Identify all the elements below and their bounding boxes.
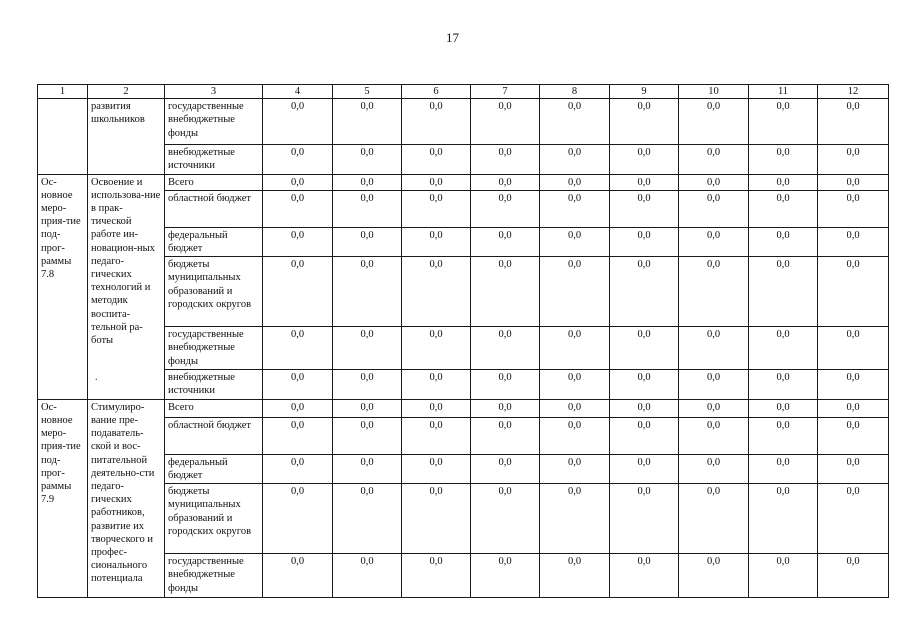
column-header: 11 — [749, 85, 818, 99]
value-cell: 0,0 — [679, 227, 749, 256]
value-cell: 0,0 — [818, 417, 889, 454]
activity-name: Освоение и использова-ние в прак-тической работе ин-новацион-ных педаго-гических технологий и методик воспита-тельной ра-боты — [91, 176, 161, 347]
value-cell: 0,0 — [610, 174, 679, 190]
value-cell: 0,0 — [263, 99, 333, 145]
value-cell: 0,0 — [263, 327, 333, 370]
activity-name-cell — [88, 174, 165, 399]
value-cell: 0,0 — [610, 484, 679, 554]
value-cell: 0,0 — [610, 227, 679, 256]
activity-name-cell — [88, 399, 165, 597]
value-cell: 0,0 — [540, 369, 610, 399]
value-cell: 0,0 — [818, 399, 889, 417]
value-cell: 0,0 — [263, 227, 333, 256]
value-cell: 0,0 — [610, 554, 679, 598]
value-cell: 0,0 — [402, 190, 471, 227]
value-cell: 0,0 — [610, 327, 679, 370]
activity-label: Ос-новное меро-прия-тие под-прог-раммы 7.8 — [41, 176, 81, 281]
value-cell: 0,0 — [333, 257, 402, 327]
value-cell: 0,0 — [402, 145, 471, 174]
column-header: 3 — [165, 85, 263, 99]
value-cell: 0,0 — [333, 484, 402, 554]
value-cell: 0,0 — [749, 417, 818, 454]
activity-label-cell — [38, 99, 88, 174]
value-cell: 0,0 — [402, 99, 471, 145]
value-cell: 0,0 — [402, 257, 471, 327]
column-header: 2 — [88, 85, 165, 99]
value-cell: 0,0 — [749, 257, 818, 327]
value-cell: 0,0 — [610, 399, 679, 417]
activity-name-cell — [88, 99, 165, 174]
value-cell: 0,0 — [818, 227, 889, 256]
value-cell: 0,0 — [540, 327, 610, 370]
value-cell: 0,0 — [818, 369, 889, 399]
funding-source: бюджеты муниципальных образований и городских округов — [165, 484, 263, 554]
value-cell: 0,0 — [333, 99, 402, 145]
funding-source: федеральный бюджет — [165, 454, 263, 483]
value-cell: 0,0 — [471, 174, 540, 190]
value-cell: 0,0 — [818, 484, 889, 554]
value-cell: 0,0 — [679, 554, 749, 598]
funding-source: внебюджетные источники — [165, 145, 263, 174]
value-cell: 0,0 — [333, 227, 402, 256]
value-cell: 0,0 — [540, 484, 610, 554]
value-cell: 0,0 — [679, 174, 749, 190]
value-cell: 0,0 — [540, 227, 610, 256]
value-cell: 0,0 — [471, 417, 540, 454]
column-header: 7 — [471, 85, 540, 99]
funding-source: государственные внебюджетные фонды — [165, 327, 263, 370]
value-cell: 0,0 — [749, 327, 818, 370]
value-cell: 0,0 — [679, 369, 749, 399]
page-number: 17 — [446, 30, 459, 45]
table-row — [38, 190, 889, 227]
activity-label-cell — [38, 399, 88, 597]
value-cell: 0,0 — [749, 454, 818, 483]
column-header: 9 — [610, 85, 679, 99]
table-row — [38, 554, 889, 598]
value-cell: 0,0 — [402, 417, 471, 454]
column-header: 6 — [402, 85, 471, 99]
funding-source: Всего — [165, 399, 263, 417]
value-cell: 0,0 — [679, 145, 749, 174]
value-cell: 0,0 — [471, 399, 540, 417]
value-cell: 0,0 — [471, 327, 540, 370]
column-header: 4 — [263, 85, 333, 99]
column-header: 5 — [333, 85, 402, 99]
value-cell: 0,0 — [402, 227, 471, 256]
value-cell: 0,0 — [263, 399, 333, 417]
value-cell: 0,0 — [263, 145, 333, 174]
value-cell: 0,0 — [540, 99, 610, 145]
value-cell: 0,0 — [263, 554, 333, 598]
value-cell: 0,0 — [749, 227, 818, 256]
value-cell: 0,0 — [818, 454, 889, 483]
value-cell: 0,0 — [402, 554, 471, 598]
value-cell: 0,0 — [263, 484, 333, 554]
value-cell: 0,0 — [471, 369, 540, 399]
value-cell: 0,0 — [679, 454, 749, 483]
value-cell: 0,0 — [818, 554, 889, 598]
value-cell: 0,0 — [540, 174, 610, 190]
column-header: 12 — [818, 85, 889, 99]
column-header: 1 — [38, 85, 88, 99]
value-cell: 0,0 — [818, 257, 889, 327]
table-row — [38, 327, 889, 370]
activity-label-cell — [38, 174, 88, 399]
value-cell: 0,0 — [749, 554, 818, 598]
table-row — [38, 417, 889, 454]
budget-table — [37, 84, 889, 598]
table-row — [38, 484, 889, 554]
value-cell: 0,0 — [540, 399, 610, 417]
value-cell: 0,0 — [749, 369, 818, 399]
funding-source: внебюджетные источники — [165, 369, 263, 399]
value-cell: 0,0 — [333, 369, 402, 399]
value-cell: 0,0 — [402, 454, 471, 483]
value-cell: 0,0 — [333, 554, 402, 598]
value-cell: 0,0 — [402, 174, 471, 190]
value-cell: 0,0 — [679, 484, 749, 554]
value-cell: 0,0 — [333, 417, 402, 454]
value-cell: 0,0 — [263, 454, 333, 483]
value-cell: 0,0 — [471, 145, 540, 174]
value-cell: 0,0 — [471, 454, 540, 483]
activity-name: Стимулиро-вание пре-подаватель-ской и вос-питательной деятельно-сти педаго-гических работников, развитие их творческого и профес-сионального потенциала — [91, 401, 155, 585]
funding-source: федеральный бюджет — [165, 227, 263, 256]
value-cell: 0,0 — [333, 399, 402, 417]
value-cell: 0,0 — [818, 190, 889, 227]
value-cell: 0,0 — [610, 257, 679, 327]
column-header: 8 — [540, 85, 610, 99]
table-row — [38, 454, 889, 483]
value-cell: 0,0 — [749, 174, 818, 190]
table-row — [38, 227, 889, 256]
value-cell: 0,0 — [679, 190, 749, 227]
value-cell: 0,0 — [333, 327, 402, 370]
funding-source: бюджеты муниципальных образований и городских округов — [165, 257, 263, 327]
funding-source: государственные внебюджетные фонды — [165, 554, 263, 598]
value-cell: 0,0 — [402, 399, 471, 417]
value-cell: 0,0 — [610, 369, 679, 399]
value-cell: 0,0 — [263, 417, 333, 454]
value-cell: 0,0 — [471, 190, 540, 227]
value-cell: 0,0 — [610, 145, 679, 174]
value-cell: 0,0 — [471, 227, 540, 256]
header-row — [38, 85, 889, 99]
activity-name: развития школьников — [91, 101, 145, 126]
table-row — [38, 369, 889, 399]
table-row — [38, 399, 889, 417]
value-cell: 0,0 — [610, 190, 679, 227]
value-cell: 0,0 — [402, 484, 471, 554]
table-row — [38, 145, 889, 174]
funding-source: областной бюджет — [165, 190, 263, 227]
value-cell: 0,0 — [818, 327, 889, 370]
value-cell: 0,0 — [749, 99, 818, 145]
value-cell: 0,0 — [818, 145, 889, 174]
value-cell: 0,0 — [333, 174, 402, 190]
value-cell: 0,0 — [610, 99, 679, 145]
value-cell: 0,0 — [471, 257, 540, 327]
value-cell: 0,0 — [610, 454, 679, 483]
value-cell: 0,0 — [402, 327, 471, 370]
value-cell: 0,0 — [679, 327, 749, 370]
value-cell: 0,0 — [263, 369, 333, 399]
value-cell: 0,0 — [749, 484, 818, 554]
value-cell: 0,0 — [333, 454, 402, 483]
value-cell: 0,0 — [679, 99, 749, 145]
value-cell: 0,0 — [540, 257, 610, 327]
value-cell: 0,0 — [679, 399, 749, 417]
value-cell: 0,0 — [540, 190, 610, 227]
funding-source: Всего — [165, 174, 263, 190]
value-cell: 0,0 — [263, 257, 333, 327]
value-cell: 0,0 — [333, 145, 402, 174]
value-cell: 0,0 — [749, 190, 818, 227]
value-cell: 0,0 — [540, 145, 610, 174]
value-cell: 0,0 — [402, 369, 471, 399]
table-row — [38, 99, 889, 145]
value-cell: 0,0 — [679, 417, 749, 454]
value-cell: 0,0 — [540, 454, 610, 483]
table-row — [38, 174, 889, 190]
value-cell: 0,0 — [471, 484, 540, 554]
value-cell: 0,0 — [263, 174, 333, 190]
value-cell: 0,0 — [749, 399, 818, 417]
value-cell: 0,0 — [610, 417, 679, 454]
value-cell: 0,0 — [471, 99, 540, 145]
funding-source: областной бюджет — [165, 417, 263, 454]
value-cell: 0,0 — [749, 145, 818, 174]
value-cell: 0,0 — [540, 554, 610, 598]
value-cell: 0,0 — [679, 257, 749, 327]
funding-source: государственные внебюджетные фонды — [165, 99, 263, 145]
value-cell: 0,0 — [540, 417, 610, 454]
value-cell: 0,0 — [263, 190, 333, 227]
value-cell: 0,0 — [818, 174, 889, 190]
column-header: 10 — [679, 85, 749, 99]
value-cell: 0,0 — [333, 190, 402, 227]
table-row — [38, 257, 889, 327]
value-cell: 0,0 — [471, 554, 540, 598]
value-cell: 0,0 — [818, 99, 889, 145]
activity-label: Ос-новное меро-прия-тие под-прог-раммы 7.9 — [41, 401, 81, 506]
stray-mark: . — [95, 372, 98, 384]
